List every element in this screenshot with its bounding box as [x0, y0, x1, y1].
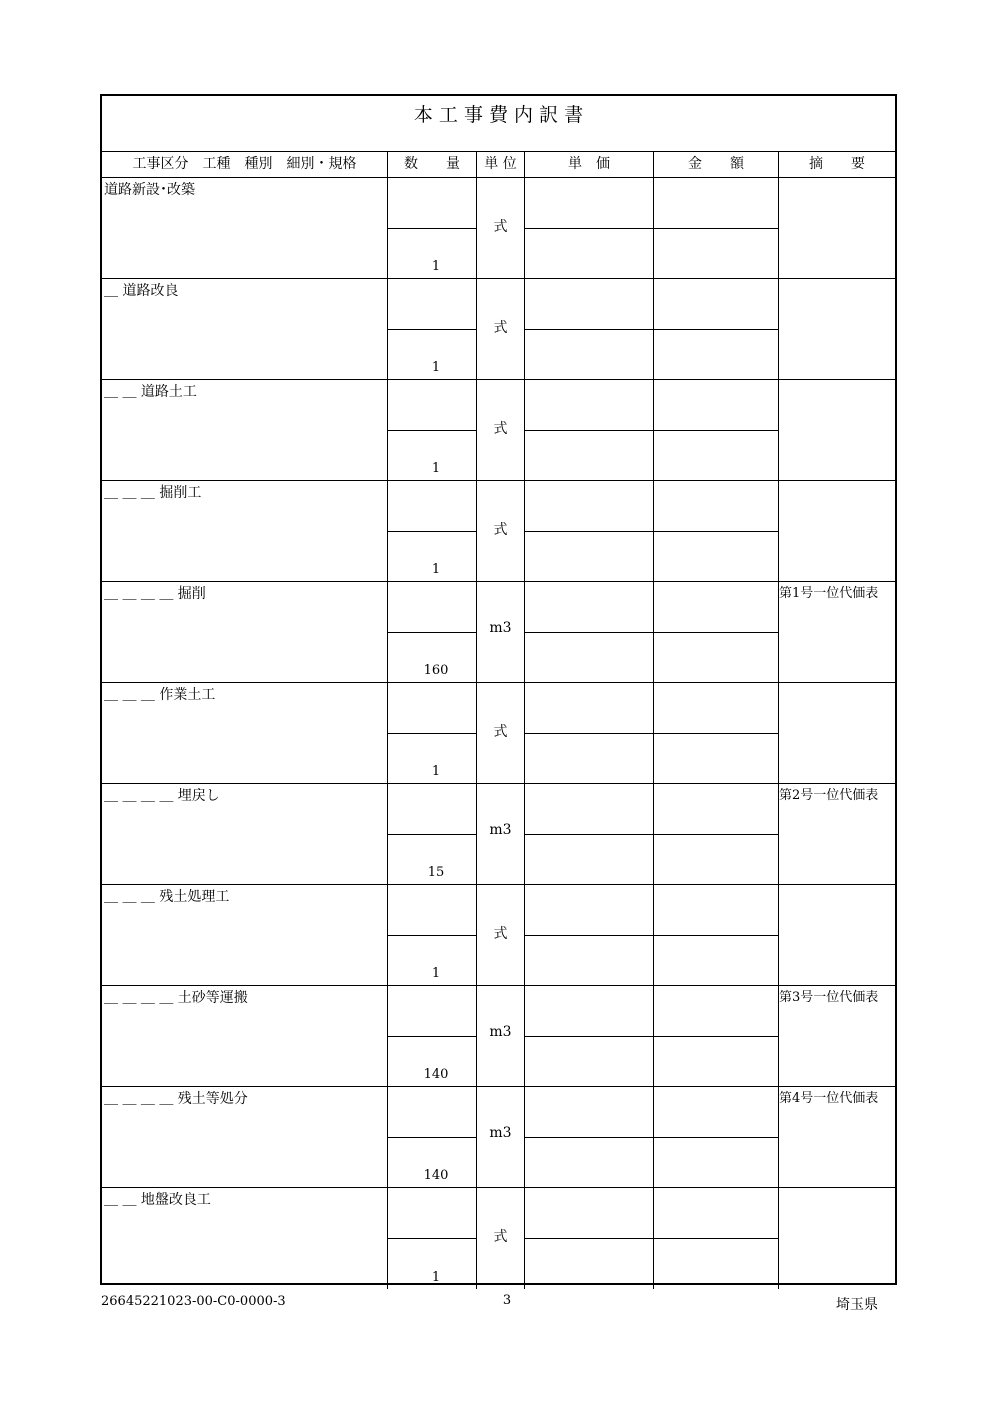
cell-divider — [654, 1036, 778, 1037]
item-cell — [102, 784, 388, 884]
unit-value: 式 — [493, 724, 508, 740]
item-name: ＿ ＿ ＿ 掘削工 — [104, 485, 202, 501]
amount-cell — [654, 481, 779, 581]
cell-divider — [525, 329, 653, 330]
remarks-cell — [779, 784, 895, 884]
table-row — [102, 582, 895, 683]
cost-breakdown-sheet — [100, 94, 897, 1285]
remark-text: 第4号一位代価表 — [779, 1091, 879, 1106]
unit-cell — [477, 1188, 525, 1289]
unit-price-cell — [525, 1188, 654, 1289]
quantity-cell — [388, 1188, 477, 1289]
cell-divider — [654, 228, 778, 229]
item-cell — [102, 582, 388, 682]
unit-value: 式 — [493, 219, 508, 235]
item-name: ＿ ＿ ＿ ＿ 掘削 — [104, 586, 206, 602]
item-cell — [102, 986, 388, 1086]
cell-divider — [654, 1238, 778, 1239]
cell-divider — [654, 329, 778, 330]
item-cell — [102, 1188, 388, 1289]
amount-cell — [654, 885, 779, 985]
header-amount: 金 額 — [654, 152, 779, 177]
remarks-cell — [779, 481, 895, 581]
cell-divider — [525, 430, 653, 431]
amount-cell — [654, 582, 779, 682]
unit-price-cell — [525, 1087, 654, 1187]
quantity-value: 1 — [431, 360, 441, 375]
quantity-cell — [388, 178, 477, 278]
header-remarks: 摘 要 — [809, 156, 865, 172]
table-row — [102, 784, 895, 885]
remarks-cell — [779, 986, 895, 1086]
cell-divider — [525, 531, 653, 532]
table-row — [102, 279, 895, 380]
header-unit-price: 単 価 — [525, 152, 654, 177]
unit-value: m3 — [489, 822, 512, 838]
cell-divider — [388, 329, 476, 330]
unit-cell — [477, 380, 525, 480]
quantity-cell — [388, 380, 477, 480]
quantity-value: 140 — [423, 1067, 449, 1082]
cell-divider — [525, 834, 653, 835]
unit-value: m3 — [489, 1024, 512, 1040]
unit-value: 式 — [493, 926, 508, 942]
cell-divider — [388, 834, 476, 835]
cell-divider — [654, 632, 778, 633]
remarks-cell — [779, 683, 895, 783]
item-name: ＿ ＿ 道路土工 — [104, 384, 197, 400]
cell-divider — [525, 632, 653, 633]
table-row — [102, 683, 895, 784]
cell-divider — [654, 733, 778, 734]
quantity-cell — [388, 784, 477, 884]
unit-value: 式 — [493, 421, 508, 437]
unit-price-cell — [525, 380, 654, 480]
unit-cell — [477, 178, 525, 278]
cell-divider — [388, 430, 476, 431]
quantity-cell — [388, 986, 477, 1086]
remarks-cell — [779, 582, 895, 682]
cell-divider — [654, 834, 778, 835]
table-row — [102, 986, 895, 1087]
document-title: 本 工 事 費 内 訳 書 — [413, 104, 584, 126]
header-item: 工事区分 工種 種別 細別・規格 — [102, 152, 388, 177]
cell-divider — [525, 1036, 653, 1037]
remark-text: 第3号一位代価表 — [779, 990, 879, 1005]
table-row — [102, 885, 895, 986]
quantity-cell — [388, 1087, 477, 1187]
cell-divider — [388, 531, 476, 532]
item-name: ＿ 道路改良 — [104, 283, 179, 299]
unit-price-cell — [525, 986, 654, 1086]
item-cell — [102, 380, 388, 480]
unit-value: 式 — [493, 1229, 508, 1245]
unit-cell — [477, 986, 525, 1086]
item-cell — [102, 683, 388, 783]
remarks-cell — [779, 178, 895, 278]
item-cell — [102, 481, 388, 581]
cell-divider — [388, 632, 476, 633]
table-row — [102, 380, 895, 481]
unit-cell — [477, 784, 525, 884]
remark-text: 第2号一位代価表 — [779, 788, 879, 803]
unit-value: 式 — [493, 320, 508, 336]
amount-cell — [654, 279, 779, 379]
cell-divider — [388, 935, 476, 936]
amount-cell — [654, 784, 779, 884]
remarks-cell — [779, 279, 895, 379]
cell-divider — [388, 733, 476, 734]
cell-divider — [525, 228, 653, 229]
cell-divider — [388, 228, 476, 229]
quantity-cell — [388, 683, 477, 783]
page-number: 3 — [502, 1293, 512, 1308]
unit-price-cell — [525, 178, 654, 278]
unit-price-cell — [525, 582, 654, 682]
quantity-value: 1 — [431, 1270, 441, 1285]
table-row — [102, 178, 895, 279]
quantity-value: 1 — [431, 461, 441, 476]
quantity-value: 1 — [431, 562, 441, 577]
item-cell — [102, 1087, 388, 1187]
item-name: ＿ ＿ 地盤改良工 — [104, 1192, 211, 1208]
item-cell — [102, 279, 388, 379]
item-name: ＿ ＿ ＿ ＿ 土砂等運搬 — [104, 990, 248, 1006]
item-name: ＿ ＿ ＿ 作業土工 — [104, 687, 216, 703]
remarks-cell — [779, 885, 895, 985]
amount-cell — [654, 1188, 779, 1289]
header-unit: 単 位 — [477, 152, 525, 177]
quantity-value: 140 — [423, 1168, 449, 1183]
cell-divider — [654, 430, 778, 431]
cell-divider — [654, 531, 778, 532]
cell-divider — [525, 1137, 653, 1138]
table-row — [102, 481, 895, 582]
item-name: ＿ ＿ ＿ ＿ 埋戻し — [104, 788, 220, 804]
unit-cell — [477, 481, 525, 581]
unit-cell — [477, 1087, 525, 1187]
cell-divider — [388, 1238, 476, 1239]
cell-divider — [388, 1036, 476, 1037]
document-code: 26645221023-00-C0-0000-3 — [101, 1294, 286, 1309]
cell-divider — [525, 1238, 653, 1239]
cell-divider — [388, 1137, 476, 1138]
quantity-value: 1 — [431, 764, 441, 779]
unit-price-cell — [525, 683, 654, 783]
cell-divider — [525, 935, 653, 936]
unit-price-cell — [525, 279, 654, 379]
unit-cell — [477, 683, 525, 783]
quantity-cell — [388, 582, 477, 682]
quantity-value: 15 — [427, 865, 445, 880]
unit-value: 式 — [493, 522, 508, 538]
amount-cell — [654, 683, 779, 783]
unit-price-cell — [525, 784, 654, 884]
quantity-value: 1 — [431, 966, 441, 981]
table-row — [102, 1087, 895, 1188]
item-name: 道路新設･改築 — [104, 182, 195, 198]
unit-price-cell — [525, 481, 654, 581]
amount-cell — [654, 178, 779, 278]
item-name: ＿ ＿ ＿ 残土処理工 — [104, 889, 230, 905]
unit-cell — [477, 582, 525, 682]
cell-divider — [525, 733, 653, 734]
item-cell — [102, 178, 388, 278]
header-quantity: 数 量 — [388, 152, 477, 177]
table-row — [102, 1188, 895, 1289]
unit-value: m3 — [489, 1125, 512, 1141]
title-area — [102, 96, 895, 152]
remarks-cell — [779, 1188, 895, 1289]
amount-cell — [654, 1087, 779, 1187]
remark-text: 第1号一位代価表 — [779, 586, 879, 601]
unit-price-cell — [525, 885, 654, 985]
quantity-cell — [388, 279, 477, 379]
unit-value: m3 — [489, 620, 512, 636]
quantity-value: 1 — [431, 259, 441, 274]
remarks-cell — [779, 1087, 895, 1187]
unit-cell — [477, 885, 525, 985]
cell-divider — [654, 935, 778, 936]
amount-cell — [654, 986, 779, 1086]
table-header — [102, 152, 895, 178]
item-cell — [102, 885, 388, 985]
prefecture-name: 埼玉県 — [836, 1297, 878, 1313]
unit-cell — [477, 279, 525, 379]
amount-cell — [654, 380, 779, 480]
quantity-cell — [388, 481, 477, 581]
item-name: ＿ ＿ ＿ ＿ 残土等処分 — [104, 1091, 248, 1107]
remarks-cell — [779, 380, 895, 480]
quantity-value: 160 — [423, 663, 449, 678]
cell-divider — [654, 1137, 778, 1138]
quantity-cell — [388, 885, 477, 985]
